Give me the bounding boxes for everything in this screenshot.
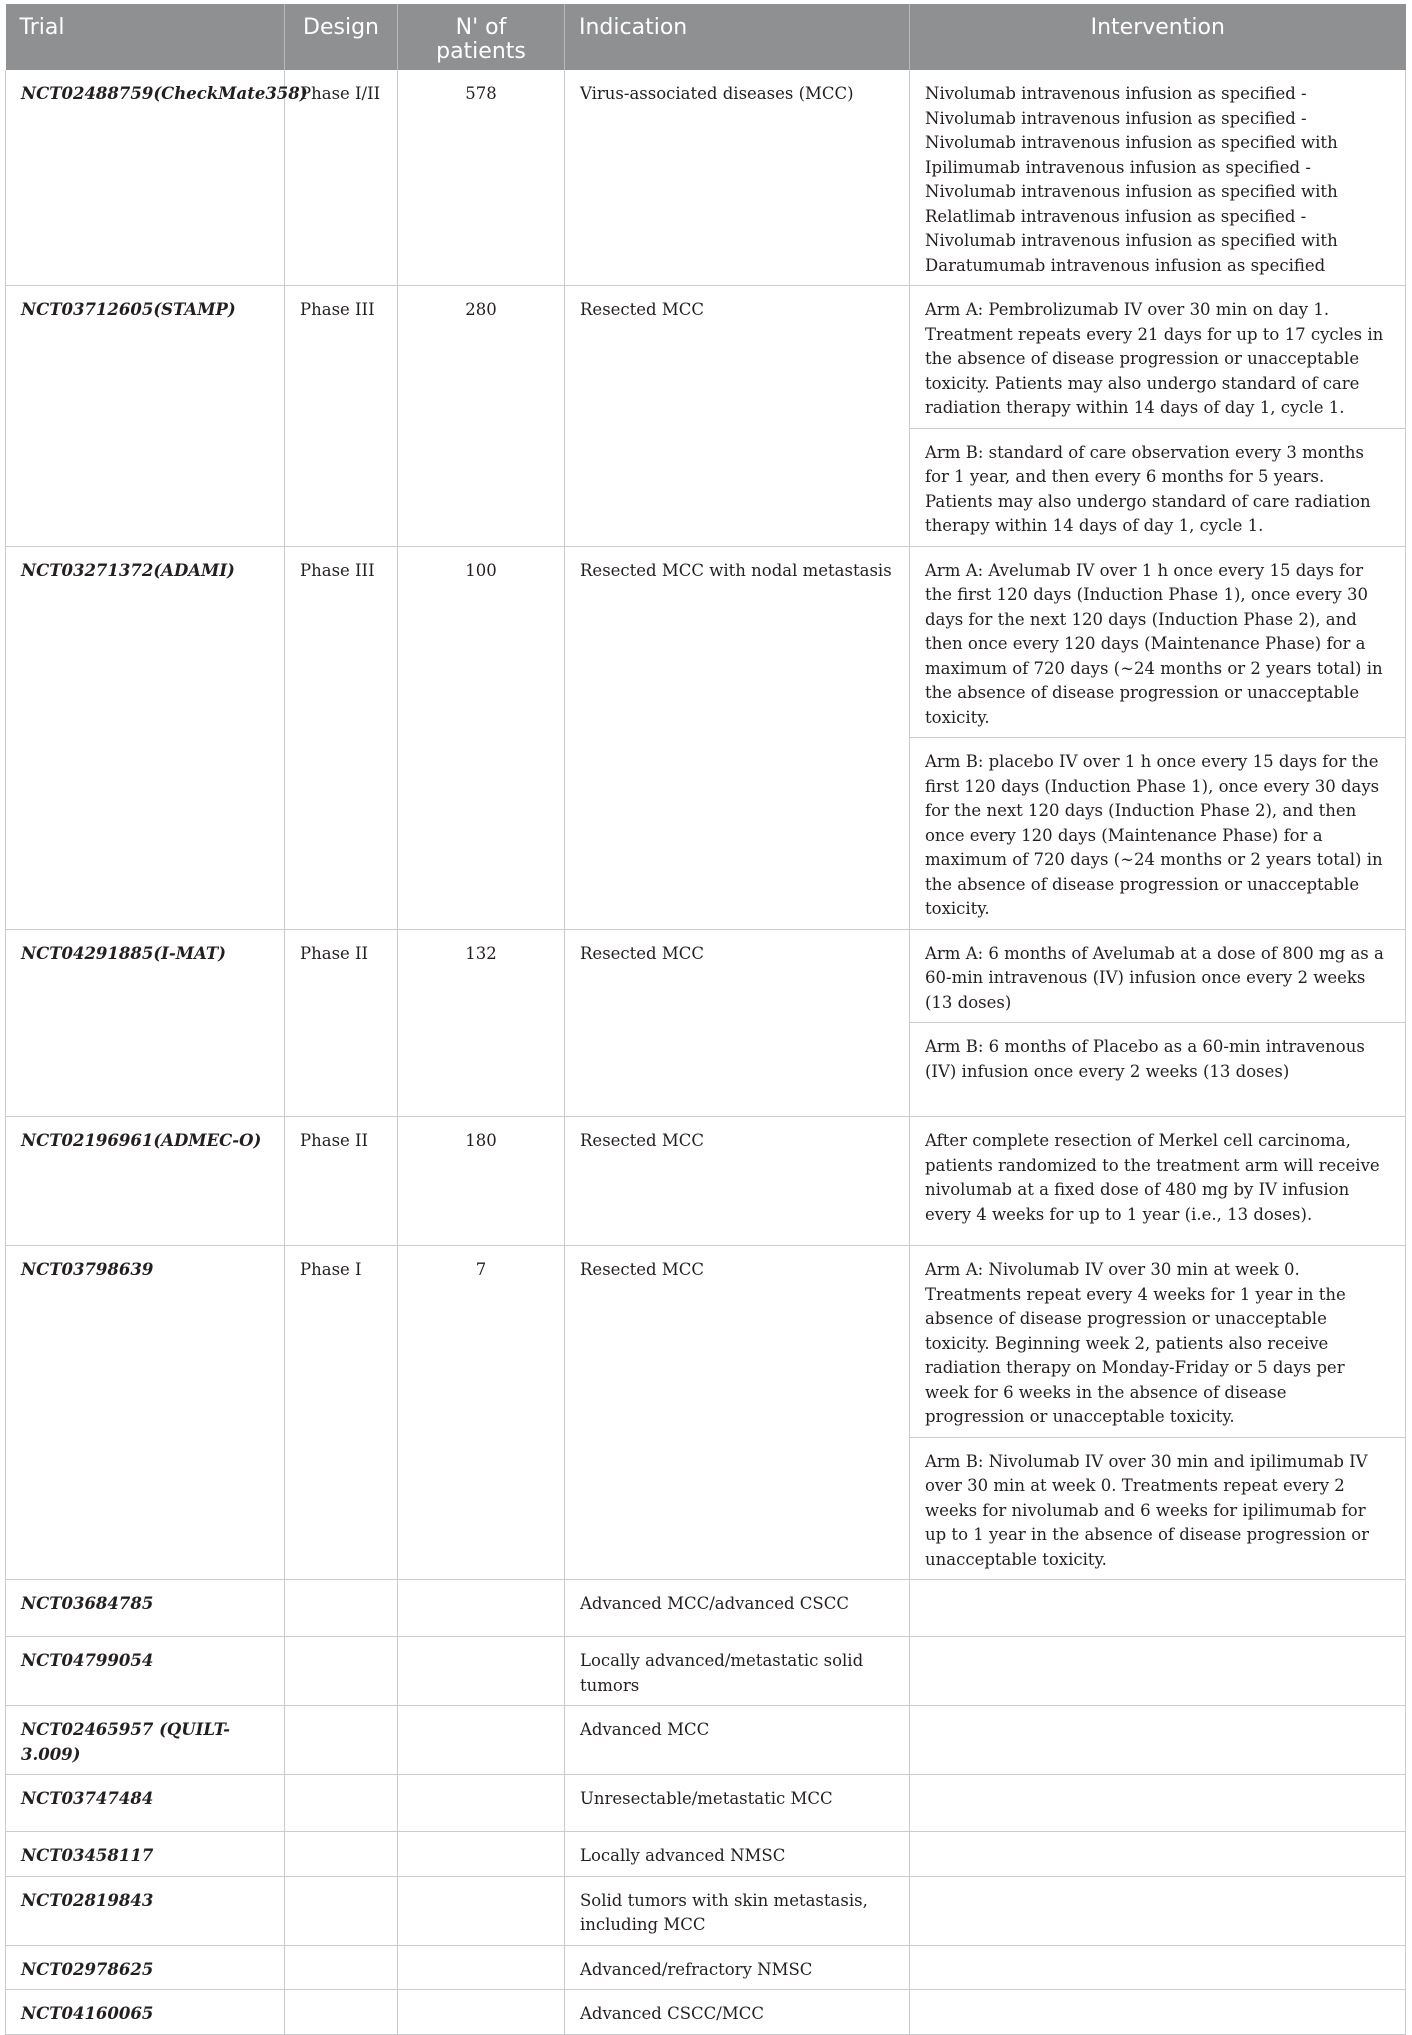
intervention-cell: Arm B: Nivolumab IV over 30 min and ipilimumab IV over 30 min at week 0. Treatments repeat every 2 weeks for nivolumab and 6 weeks for ipilimumab for up to 1 year in the absence of disease progression or unacceptable toxicity. [910,1437,1406,1580]
table-row [6,1876,1406,1945]
indication-cell: Advanced/refractory NMSC [565,1945,910,1990]
design-cell: Phase II [285,929,398,1117]
table-row [6,1945,1406,1990]
table-row [6,1117,1406,1246]
trial-cell: NCT03712605(STAMP) [6,286,285,547]
indication-cell: Resected MCC [565,1246,910,1580]
intervention-cell [910,1832,1406,1877]
patients-cell: 132 [398,929,565,1117]
design-cell [285,1775,398,1832]
indication-cell: Advanced MCC/advanced CSCC [565,1580,910,1637]
patients-cell [398,1990,565,2035]
table-row [6,1246,1406,1438]
indication-cell: Unresectable/metastatic MCC [565,1775,910,1832]
table-row [6,1990,1406,2035]
table-row [6,1637,1406,1706]
trial-cell: NCT02819843 [6,1876,285,1945]
intervention-cell: Arm B: placebo IV over 1 h once every 15 days for the first 120 days (Induction Phase 1), once every 30 days for the next 120 days (Induction Phase 2), and then once every 120 days (Maintenance Phase) for a maximum of 720 days (∼24 months or 2 years total) in the absence of disease progression or unacceptable toxicity. [910,738,1406,930]
design-cell: Phase II [285,1117,398,1246]
intervention-cell: Arm A: Pembrolizumab IV over 30 min on day 1. Treatment repeats every 21 days for up to 17 cycles in the absence of disease progression or unacceptable toxicity. Patients may also undergo standard of care radiation therapy within 14 days of day 1, cycle 1. [910,286,1406,429]
header-design: Design [285,4,398,70]
trial-cell: NCT04799054 [6,1637,285,1706]
header-n-patients: N' of patients [398,4,565,70]
header-trial: Trial [6,4,285,70]
clinical-trials-table [5,4,1406,2035]
trial-cell: NCT03271372(ADAMI) [6,546,285,929]
intervention-cell [910,1637,1406,1706]
design-cell [285,1706,398,1775]
design-cell [285,1832,398,1877]
indication-cell: Locally advanced/metastatic solid tumors [565,1637,910,1706]
design-cell [285,1637,398,1706]
intervention-cell [910,1945,1406,1990]
trial-cell: NCT02978625 [6,1945,285,1990]
indication-cell: Virus-associated diseases (MCC) [565,70,910,286]
table-row [6,1706,1406,1775]
design-cell [285,1990,398,2035]
patients-cell [398,1580,565,1637]
trial-cell: NCT04160065 [6,1990,285,2035]
table-row [6,546,1406,738]
patients-cell: 578 [398,70,565,286]
table-row [6,1832,1406,1877]
trial-cell: NCT03747484 [6,1775,285,1832]
indication-cell: Advanced MCC [565,1706,910,1775]
intervention-cell: Arm A: Nivolumab IV over 30 min at week 0. Treatments repeat every 4 weeks for 1 year in the absence of disease progression or unacceptable toxicity. Beginning week 2, patients also receive radiation therapy on Monday-Friday or 5 days per week for 6 weeks in the absence of disease progression or unacceptable toxicity. [910,1246,1406,1438]
intervention-cell [910,1876,1406,1945]
indication-cell: Advanced CSCC/MCC [565,1990,910,2035]
trial-cell: NCT02488759(CheckMate358) [6,70,285,286]
indication-cell: Solid tumors with skin metastasis, including MCC [565,1876,910,1945]
design-cell: Phase III [285,546,398,929]
patients-cell: 7 [398,1246,565,1580]
indication-cell: Resected MCC [565,286,910,547]
indication-cell: Resected MCC with nodal metastasis [565,546,910,929]
design-cell: Phase III [285,286,398,547]
header-row [6,4,1406,70]
table-body [6,70,1406,2034]
intervention-cell [910,1580,1406,1637]
trial-cell: NCT03458117 [6,1832,285,1877]
intervention-cell: After complete resection of Merkel cell carcinoma, patients randomized to the treatment arm will receive nivolumab at a fixed dose of 480 mg by IV infusion every 4 weeks for up to 1 year (i.e., 13 doses). [910,1117,1406,1246]
indication-cell: Locally advanced NMSC [565,1832,910,1877]
header-intervention: Intervention [910,4,1406,70]
patients-cell [398,1945,565,1990]
intervention-cell: Arm B: 6 months of Placebo as a 60-min intravenous (IV) infusion once every 2 weeks (13 doses) [910,1023,1406,1117]
intervention-cell [910,1990,1406,2035]
table-row [6,1775,1406,1832]
trial-cell: NCT03684785 [6,1580,285,1637]
patients-cell [398,1775,565,1832]
trial-cell: NCT02465957 (QUILT-3.009) [6,1706,285,1775]
table-row [6,286,1406,429]
indication-cell: Resected MCC [565,929,910,1117]
indication-cell: Resected MCC [565,1117,910,1246]
intervention-cell: Nivolumab intravenous infusion as specified - Nivolumab intravenous infusion as specified - Nivolumab intravenous infusion as specified with Ipilimumab intravenous infusion as specified - Nivolumab intravenous infusion as specified with Relatlimab intravenous infusion as specified - Nivolumab intravenous infusion as specified with Daratumumab intravenous infusion as specified [910,70,1406,286]
patients-cell [398,1637,565,1706]
patients-cell: 100 [398,546,565,929]
intervention-cell [910,1706,1406,1775]
patients-cell: 280 [398,286,565,547]
design-cell [285,1580,398,1637]
patients-cell [398,1706,565,1775]
patients-cell: 180 [398,1117,565,1246]
design-cell [285,1945,398,1990]
patients-cell [398,1876,565,1945]
intervention-cell: Arm B: standard of care observation every 3 months for 1 year, and then every 6 months for 5 years. Patients may also undergo standard of care radiation therapy within 14 days of day 1, cycle 1. [910,428,1406,546]
design-cell: Phase I/II [285,70,398,286]
intervention-cell: Arm A: Avelumab IV over 1 h once every 15 days for the first 120 days (Induction Phase 1), once every 30 days for the next 120 days (Induction Phase 2), and then once every 120 days (Maintenance Phase) for a maximum of 720 days (∼24 months or 2 years total) in the absence of disease progression or unacceptable toxicity. [910,546,1406,738]
patients-cell [398,1832,565,1877]
intervention-cell [910,1775,1406,1832]
header-indication: Indication [565,4,910,70]
trial-cell: NCT04291885(I-MAT) [6,929,285,1117]
table-row [6,70,1406,286]
trial-cell: NCT03798639 [6,1246,285,1580]
trial-cell: NCT02196961(ADMEC-O) [6,1117,285,1246]
table-row [6,1580,1406,1637]
table-row [6,929,1406,1023]
design-cell [285,1876,398,1945]
intervention-cell: Arm A: 6 months of Avelumab at a dose of 800 mg as a 60-min intravenous (IV) infusion once every 2 weeks (13 doses) [910,929,1406,1023]
design-cell: Phase I [285,1246,398,1580]
